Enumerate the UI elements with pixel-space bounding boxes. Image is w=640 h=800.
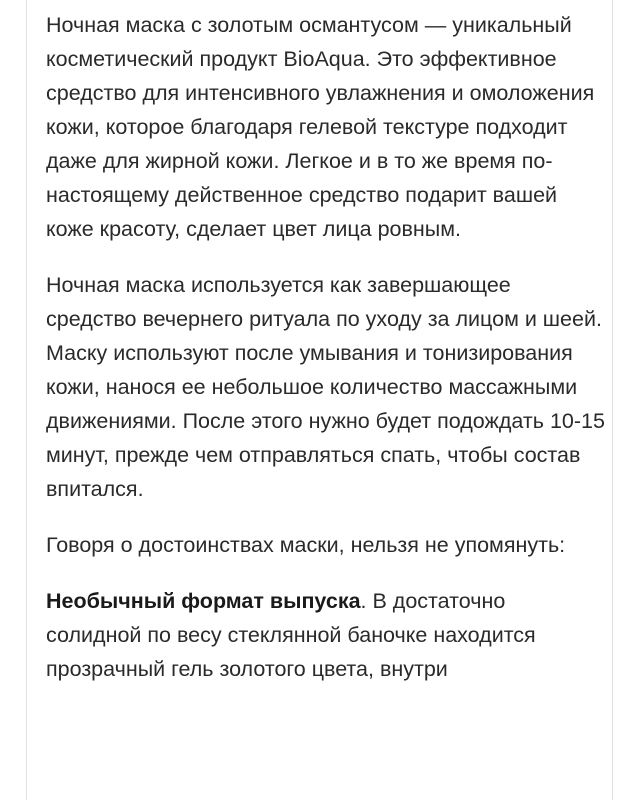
feature-paragraph bbox=[46, 584, 606, 686]
feature-text: . В достаточно солидной по весу стеклянной баночке находится прозрачный гель золотого цвета, внутри bbox=[46, 589, 536, 681]
article-body bbox=[46, 8, 606, 708]
usage-paragraph: Ночная маска используется как завершающее средство вечернего ритуала по уходу за лицом и шеей. Маску используют после умывания и тонизирования кожи, нанося ее небольшое количество массажными движениями. После этого нужно будет подождать 10-15 минут, прежде чем отправляться спать, чтобы состав впитался. bbox=[46, 273, 605, 501]
feature-title: Необычный формат выпуска bbox=[46, 589, 361, 613]
right-divider bbox=[612, 0, 613, 800]
intro-paragraph: Ночная маска с золотым османтусом — уникальный косметический продукт BioAqua. Это эффективное средство для интенсивного увлажнения и омоложения кожи, которое благодаря гелевой текстуре подходит даже для жирной кожи. Легкое и в то же время по-настоящему действенное средство подарит вашей коже красоту, сделает цвет лица ровным. bbox=[46, 13, 595, 241]
left-divider bbox=[26, 0, 27, 800]
benefits-intro-paragraph: Говоря о достоинствах маски, нельзя не упомянуть: bbox=[46, 533, 566, 557]
